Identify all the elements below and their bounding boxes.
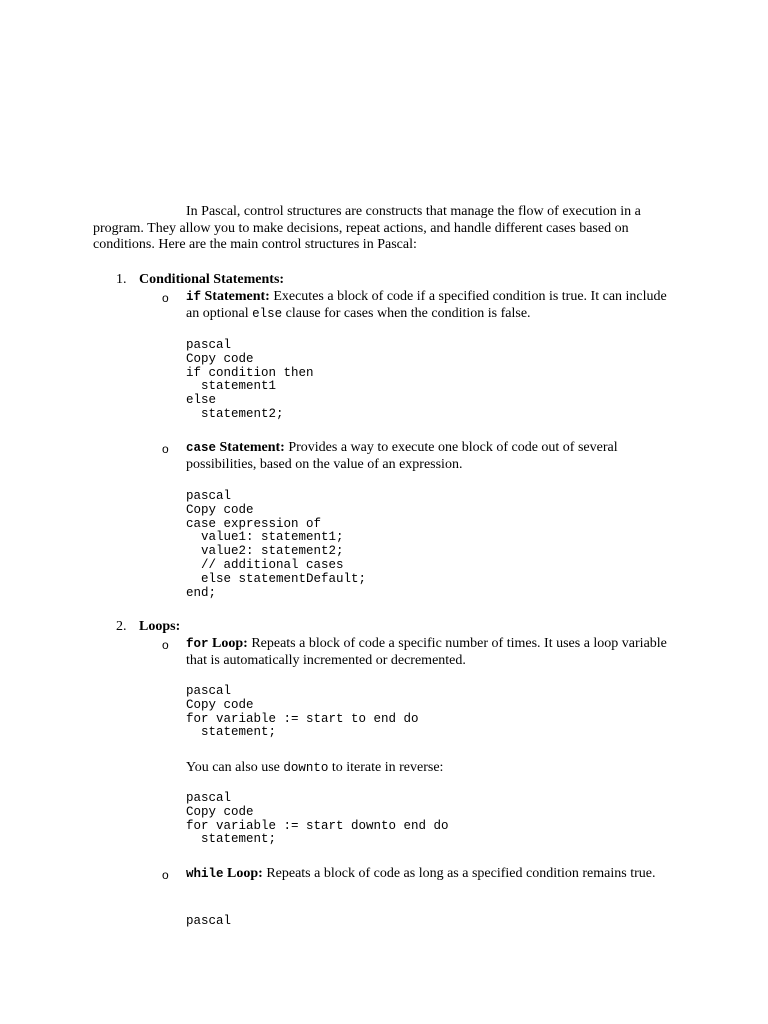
- section-title: Loops:: [139, 619, 181, 634]
- downto-inline-code: downto: [283, 761, 329, 775]
- while-keyword: while: [186, 867, 224, 881]
- code-block-if: pascal Copy code if condition then statement1 else statement2;: [186, 338, 314, 421]
- code-block-for: pascal Copy code for variable := start to end do statement;: [186, 684, 419, 740]
- if-keyword: if: [186, 290, 202, 304]
- downto-note: [186, 760, 674, 777]
- if-statement-description: [186, 289, 674, 322]
- while-loop-description: [186, 866, 674, 883]
- bullet-icon: o: [162, 442, 169, 456]
- downto-note-text-after: to iterate in reverse:: [328, 760, 444, 775]
- for-label: Loop:: [208, 636, 248, 651]
- for-text: Repeats a block of code a specific number of times. It uses a loop variable that is automatically incremented or decremented.: [186, 636, 667, 668]
- code-block-downto: pascal Copy code for variable := start downto end do statement;: [186, 791, 449, 847]
- if-text: Executes a block of code if a specified condition is true. It can include an optional: [186, 289, 667, 321]
- case-label: Statement:: [216, 440, 285, 455]
- section-number: 1.: [116, 272, 127, 287]
- intro-paragraph: In Pascal, control structures are constructs that manage the flow of execution in a program. They allow you to make decisions, repeat actions, and handle different cases based on conditions. Here are the main control structures in Pascal:: [93, 204, 641, 252]
- code-block-case: pascal Copy code case expression of value1: statement1; value2: statement2; // additional cases else statementDefault; end;: [186, 489, 367, 600]
- bullet-icon: o: [162, 868, 169, 882]
- bullet-icon: o: [162, 291, 169, 305]
- section-number: 2.: [116, 619, 127, 634]
- bullet-icon: o: [162, 638, 169, 652]
- for-keyword: for: [186, 637, 209, 651]
- code-block-while: pascal: [186, 914, 232, 928]
- case-keyword: case: [186, 441, 217, 455]
- downto-note-text: You can also use: [186, 760, 284, 775]
- else-inline-code: else: [252, 306, 283, 321]
- for-loop-description: [186, 636, 674, 669]
- section-title: Conditional Statements:: [139, 272, 285, 287]
- while-text: Repeats a block of code as long as a specified condition remains true.: [262, 866, 656, 881]
- if-text-after: clause for cases when the condition is false.: [282, 305, 531, 321]
- if-label: Statement:: [201, 289, 270, 304]
- case-text: Provides a way to execute one block of code out of several possibilities, based on the value of an expression.: [186, 440, 618, 472]
- while-label: Loop:: [223, 866, 263, 881]
- case-statement-description: [186, 440, 674, 473]
